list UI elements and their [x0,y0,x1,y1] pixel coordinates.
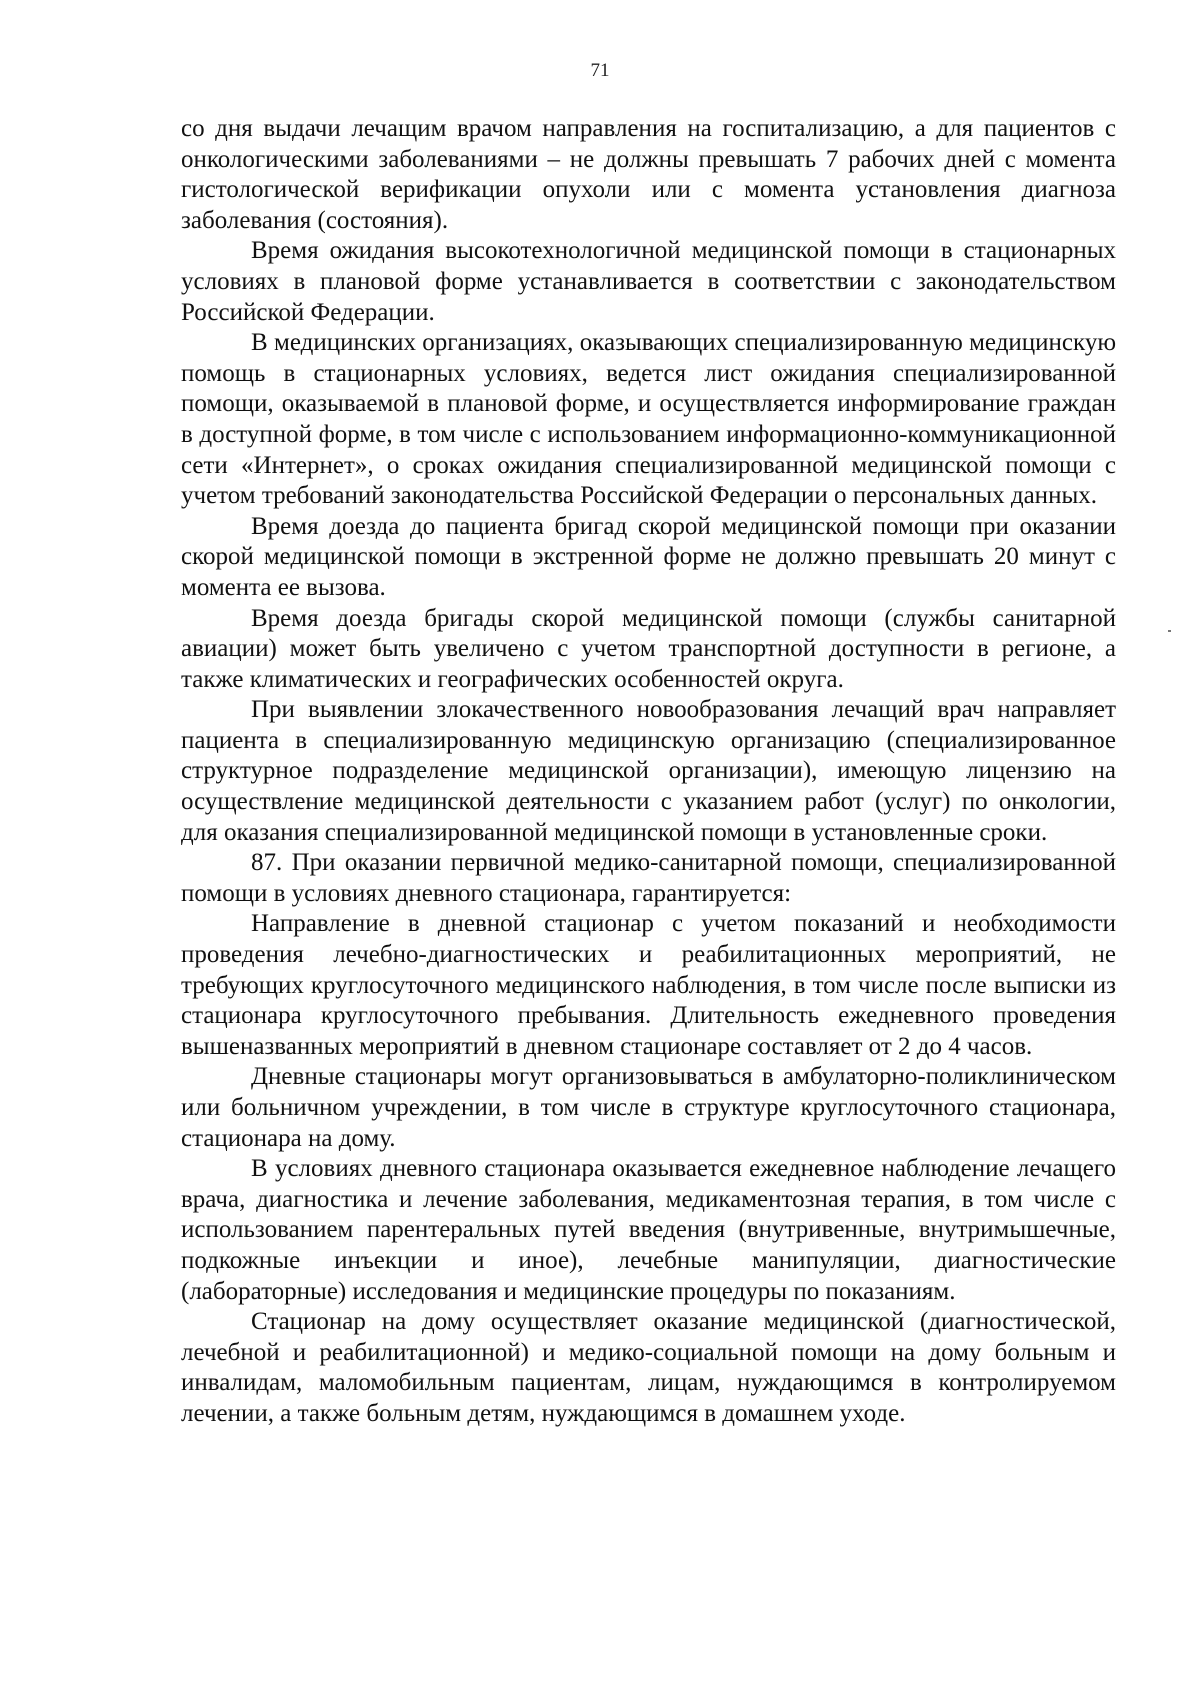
paragraph: При выявлении злокачественного новообразования лечащий врач направляет пациента в специализированную медицинскую организацию (специализированное структурное подразделение медицинской организации), имеющую лицензию на осуществление медицинской деятельности с указанием работ (услуг) по онкологии, для оказания специализированной медицинской помощи в установленные сроки. [181,696,1116,846]
scan-artifact [1168,630,1171,632]
paragraph: Время доезда до пациента бригад скорой медицинской помощи при оказании скорой медицинской помощи в экстренной форме не должно превышать 20 минут с момента ее вызова. [181,512,1116,601]
paragraph: Стационар на дому осуществляет оказание медицинской (диагностической, лечебной и реабилитационной) и медико-социальной помощи на дому больным и инвалидам, маломобильным пациентам, лицам, нуждающимся в контролируемом лечении, а также больным детям, нуждающимся в домашнем уходе. [181,1308,1116,1427]
paragraph: Дневные стационары могут организовываться в амбулаторно-поликлиническом или больничном учреждении, в том числе в структуре круглосуточного стационара, стационара на дому. [181,1063,1116,1152]
paragraph: В условиях дневного стационара оказывается ежедневное наблюдение лечащего врача, диагностика и лечение заболевания, медикаментозная терапия, в том числе с использованием парентеральных путей введения (внутривенные, внутримышечные, подкожные инъекции и иное), лечебные манипуляции, диагностические (лабораторные) исследования и медицинские процедуры по показаниям. [181,1155,1116,1305]
paragraph: Время доезда бригады скорой медицинской помощи (службы санитарной авиации) может быть увеличено с учетом транспортной доступности в регионе, а также климатических и географических особенностей округа. [181,604,1116,693]
page-number: 71 [590,60,610,81]
paragraph-item-87: 87. При оказании первичной медико-санитарной помощи, специализированной помощи в условиях дневного стационара, гарантируется: [181,849,1116,907]
paragraph: Время ожидания высокотехнологичной медицинской помощи в стационарных условиях в плановой форме устанавливается в соответствии с законодательством Российской Федерации. [181,237,1116,326]
document-body [181,114,1116,1430]
paragraph: со дня выдачи лечащим врачом направления на госпитализацию, а для пациентов с онкологическими заболеваниями – не должны превышать 7 рабочих дней с момента гистологической верификации опухоли или с момента установления диагноза заболевания (состояния). [181,115,1116,234]
paragraph: Направление в дневной стационар с учетом показаний и необходимости проведения лечебно-диагностических и реабилитационных мероприятий, не требующих круглосуточного медицинского наблюдения, в том числе после выписки из стационара круглосуточного пребывания. Длительность ежедневного проведения вышеназванных мероприятий в дневном стационаре составляет от 2 до 4 часов. [181,910,1116,1060]
paragraph: В медицинских организациях, оказывающих специализированную медицинскую помощь в стационарных условиях, ведется лист ожидания специализированной помощи, оказываемой в плановой форме, и осуществляется информирование граждан в доступной форме, в том числе с использованием информационно-коммуникационной сети «Интернет», о сроках ожидания специализированной медицинской помощи с учетом требований законодательства Российской Федерации о персональных данных. [181,329,1116,510]
